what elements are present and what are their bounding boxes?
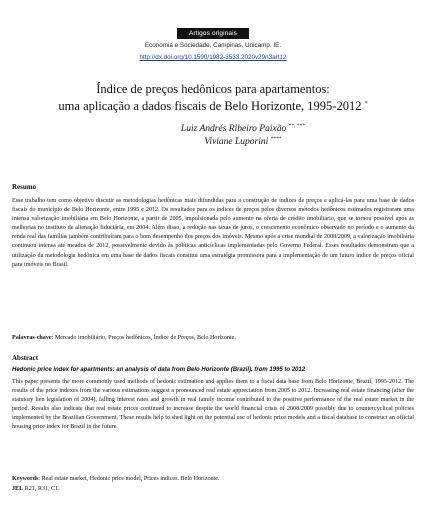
doi-link[interactable]: http://dx.doi.org/10.1590/1982-3533.2020v29n3art12 bbox=[139, 54, 287, 61]
author-2 bbox=[30, 136, 426, 147]
journal-info: Economia e Sociedade, Campinas, Unicamp. IE. bbox=[144, 42, 282, 49]
abstract-text: This paper presents the more commonly used methods of hedonic estimation and applies them to a fiscal data base from Belo Horizonte, Brazil, 1995-2012. The results of the price indexes from the various estimations suggest a pronounced real estate appreciation from 2005 to 2012. Increasing real estate financing (after the statutory lien legislation of 2004), falling interest rates and growth in real family income contributed to the positive performance of the real estate market in the period. Results also indicate that real estate prices continued to increase despite the world financial crisis of 2008/2009 possibly due to countercyclical policies implemented by the Brazilian Government. These results help to shed light on the potential use of hedonic price models and a fiscal database to construct an official housing price index for Brazil in the future. bbox=[12, 379, 414, 431]
badge-container bbox=[0, 22, 426, 40]
abstract-heading: Abstract bbox=[12, 354, 39, 362]
author-1 bbox=[30, 123, 426, 134]
resumo-text: Esse trabalho tem como objetivo discutir as metodologias hedônicas mais difundidas para a construção de índices de preços e aplicá-las para uma base de dados fiscais do município de Belo Horizonte, entre 1995 e 2012. Os resultados para os índices de preços pelos diversos métodos hedônicos estimados registraram uma intensa valorização imobiliária em Belo Horizonte, a partir de 2005, impulsionada pelo aumento na oferta de crédito imobiliário, que se tornou possível após as melhorias no instituto de alienação fiduciária, em 2004. Além disso, a redução nas taxas de juros, o crescimento econômico observado no período e o aumento da renda real das famílias também contribuíram para o bom desempenho dos preços dos imóveis. Mesmo após a crise mundial de 2008/2009, a valorização imobiliária continuou intensa até meados de 2012, possivelmente devido às políticas anticíclicas implementadas pelo Governo Federal. Esses resultados demonstram que a utilização da metodologia hedônica em uma base de dados fiscais constitui uma estratégia promissora para a implementação de um futuro índice de preços oficial para imóveis no Brasil. bbox=[12, 198, 414, 268]
abstract-keywords bbox=[12, 475, 414, 484]
resumo-keywords-label: Palavras-chave bbox=[12, 335, 52, 341]
section-badge: Artigos originais bbox=[177, 28, 249, 39]
article-title bbox=[0, 82, 426, 114]
author-1-footnote-mark[interactable]: **, *** bbox=[288, 123, 306, 129]
author-1-name: Luiz Andrés Ribeiro Paixão bbox=[180, 124, 287, 135]
resumo-keywords bbox=[12, 334, 414, 343]
author-2-name: Viviane Luporini bbox=[204, 137, 269, 148]
title-line-2-text: uma aplicação a dados fiscais de Belo Horizonte, 1995-2012 bbox=[58, 99, 362, 114]
jel-text: R21, R31, C1. bbox=[23, 486, 60, 492]
abstract-keywords-label: Keywords bbox=[12, 476, 39, 482]
author-2-footnote-mark[interactable]: **** bbox=[270, 136, 282, 142]
abstract-keywords-text: : Real estate market, Hedonic price model, Prices indices. Belo Horizonte. bbox=[38, 476, 220, 482]
resumo-heading: Resumo bbox=[12, 183, 37, 191]
title-line-1: Índice de preços hedônicos para apartamentos: bbox=[96, 82, 330, 96]
title-line-2 bbox=[0, 97, 426, 114]
abstract-title: Hedonic price index for apartments: an analysis of data from Belo Horizonte (Brazil), from 1995 to 2012 bbox=[12, 367, 306, 373]
jel-label: JEL bbox=[12, 486, 24, 492]
jel-codes bbox=[12, 485, 414, 494]
title-footnote-mark[interactable]: * bbox=[364, 101, 368, 107]
resumo-keywords-text: : Mercado imobiliário, Preços hedônicos, Índice de Preços, Belo Horizonte. bbox=[51, 335, 236, 341]
